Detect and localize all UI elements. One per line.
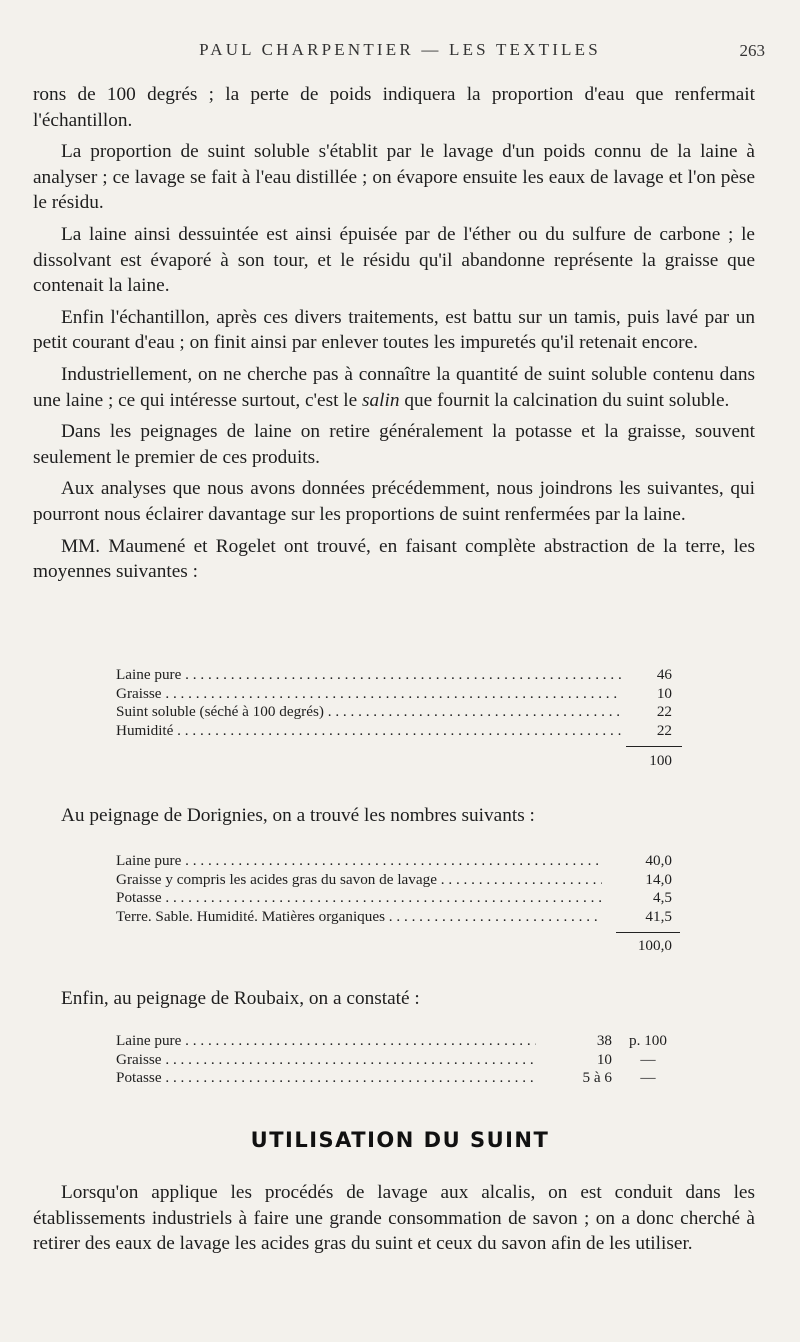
- row-label: Terre. Sable. Humidité. Matières organiques: [116, 908, 385, 926]
- table-row: [116, 908, 672, 927]
- row-value: 14,0: [606, 871, 672, 890]
- row-value: 41,5: [606, 908, 672, 927]
- section-heading: UTILISATION DU SUINT: [250, 1128, 550, 1152]
- table-row: [116, 1069, 676, 1088]
- row-label: Potasse: [116, 889, 162, 907]
- closing-text: [33, 1180, 755, 1257]
- row-value: 46: [622, 666, 672, 685]
- row-label: Humidité: [116, 722, 174, 740]
- row-label: Graisse y compris les acides gras du savon de lavage: [116, 870, 437, 888]
- paragraph: Enfin l'échantillon, après ces divers traitements, est battu sur un tamis, puis lavé par un petit courant d'eau ; on finit ainsi par enlever toutes les impuretés qu'il retenait encore.: [33, 306, 755, 354]
- running-header: [0, 40, 800, 64]
- main-text: [33, 82, 755, 591]
- row-label: Potasse: [116, 1069, 162, 1087]
- running-title: PAUL CHARPENTIER — LES TEXTILES: [199, 40, 601, 59]
- row-label: Laine pure: [116, 666, 182, 683]
- row-value: 38: [536, 1032, 612, 1051]
- row-label: Laine pure: [116, 852, 182, 869]
- table-row: [116, 685, 672, 704]
- composition-table-roubaix: [116, 1032, 676, 1088]
- paragraph: Enfin, au peignage de Roubaix, on a constaté :: [61, 988, 420, 1009]
- row-label: Suint soluble (séché à 100 degrés): [116, 703, 324, 721]
- row-value: 22: [622, 722, 672, 741]
- paragraph: Dans les peignages de laine on retire généralement la potasse et la graisse, souvent seulement le premier de ces produits.: [33, 421, 755, 468]
- table-row: [116, 871, 672, 890]
- row-value: 5 à 6: [536, 1069, 612, 1088]
- table-row: [116, 1032, 676, 1051]
- row-label: Laine pure: [116, 1032, 182, 1049]
- table-row: [116, 1051, 676, 1070]
- row-unit: —: [614, 1051, 676, 1070]
- row-unit: —: [614, 1069, 676, 1088]
- total-rule: [616, 932, 680, 933]
- page-number: 263: [739, 41, 765, 60]
- table-total: 100,0: [637, 937, 672, 954]
- paragraph-text: Industriellement, on ne cherche pas à connaître la quantité de suint soluble contenu dans une laine ; ce qui intéresse surtout, c'est le: [33, 363, 755, 411]
- italic-term: salin: [362, 389, 400, 411]
- table-row: [116, 852, 672, 871]
- paragraph: Au peignage de Dorignies, on a trouvé les nombres suivants :: [61, 805, 535, 826]
- table-row: [116, 703, 672, 722]
- paragraph-text: que fournit la calcination du suint soluble.: [399, 389, 730, 411]
- intro-roubaix: [33, 986, 755, 1018]
- paragraph: rons de 100 degrés ; la perte de poids indiquera la proportion d'eau que renfermait l'échantillon.: [33, 84, 755, 131]
- row-unit: p. 100: [614, 1032, 676, 1051]
- row-label: Graisse: [116, 1050, 162, 1068]
- paragraph: Lorsqu'on applique les procédés de lavage aux alcalis, on est conduit dans les établissements industriels à faire une grande consommation de savon ; on a donc cherché à retirer des eaux de lavage les acides gras du suint et ceux du savon afin de les utiliser.: [33, 1182, 755, 1255]
- paragraph: Aux analyses que nous avons données précédemment, nous joindrons les suivantes, qui pourront nous éclairer davantage sur les proportions de suint renfermées par la laine.: [33, 478, 755, 525]
- intro-dorignies: [33, 803, 755, 835]
- total-rule: [626, 746, 682, 747]
- paragraph: La laine ainsi dessuintée est ainsi épuisée par de l'éther ou du sulfure de carbone ; le dissolvant est évaporé à son tour, et le résidu qu'il abandonne représente la graisse que contenait la laine.: [33, 223, 755, 297]
- table-total: 100: [649, 752, 672, 769]
- row-value: 4,5: [606, 889, 672, 908]
- row-value: 10: [536, 1051, 612, 1070]
- paragraph: La proportion de suint soluble s'établit par le lavage d'un poids connu de la laine à analyser ; ce lavage se fait à l'eau distillée ; on évapore ensuite les eaux de lavage et l'on pèse le résidu.: [33, 141, 755, 214]
- composition-table-maumene: [116, 666, 672, 741]
- composition-table-dorignies: [116, 852, 672, 927]
- table-row: [116, 722, 672, 741]
- paragraph: MM. Maumené et Rogelet ont trouvé, en faisant complète abstraction de la terre, les moyennes suivantes :: [33, 535, 755, 583]
- row-value: 22: [622, 703, 672, 722]
- row-value: 40,0: [606, 852, 672, 871]
- row-value: 10: [622, 685, 672, 704]
- table-row: [116, 666, 672, 685]
- paragraph: [33, 362, 755, 413]
- row-label: Graisse: [116, 684, 162, 702]
- table-row: [116, 889, 672, 908]
